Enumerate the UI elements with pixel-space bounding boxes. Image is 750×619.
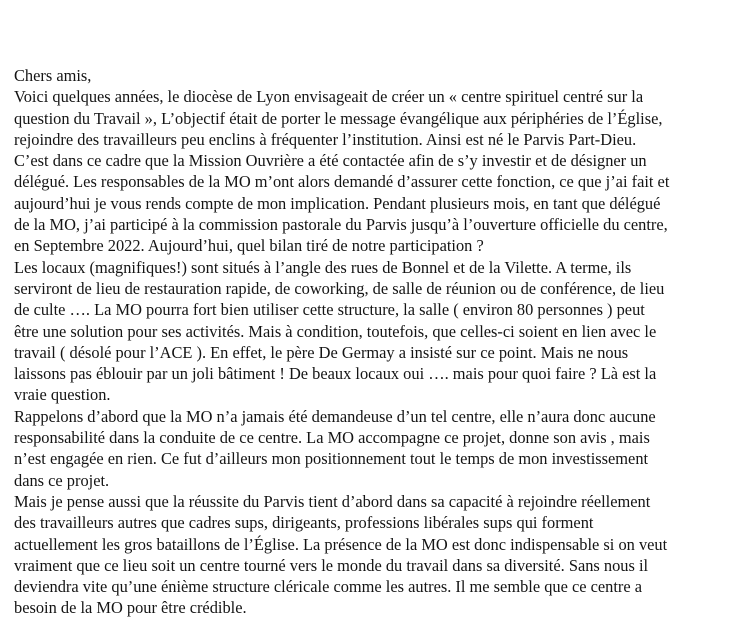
letter-line: rejoindre des travailleurs peu enclins à fréquenter l’institution. Ainsi est né le Parvis Part-Dieu. bbox=[14, 129, 637, 149]
letter-line: besoin de la MO pour être crédible. bbox=[14, 598, 247, 618]
letter-line: de la MO, j’ai participé à la commission pastorale du Parvis jusqu’à l’ouverture officielle du centre, bbox=[14, 215, 668, 235]
letter-line: vraiment que ce lieu soit un centre tourné vers le monde du travail dans sa diversité. Sans nous il bbox=[14, 555, 649, 575]
letter-line: deviendra vite qu’une énième structure cléricale comme les autres. Il me semble que ce centre a bbox=[14, 577, 643, 597]
letter-line: vraie question. bbox=[14, 385, 111, 405]
letter-line: serviront de lieu de restauration rapide, de coworking, de salle de réunion ou de conférence, de lieu bbox=[14, 278, 665, 298]
letter-line: actuellement les gros bataillons de l’Église. La présence de la MO est donc indispensable si on veut bbox=[14, 534, 668, 554]
letter-line: Mais je pense aussi que la réussite du Parvis tient d’abord dans sa capacité à rejoindre réellement bbox=[14, 491, 651, 511]
letter-line: des travailleurs autres que cadres sups, dirigeants, professions libérales sups qui forment bbox=[14, 513, 594, 533]
letter-body bbox=[14, 65, 740, 619]
letter-line: C’est dans ce cadre que la Mission Ouvrière a été contactée afin de s’y investir et de désigner un bbox=[14, 151, 647, 171]
letter-line: en Septembre 2022. Aujourd’hui, quel bilan tiré de notre participation ? bbox=[14, 236, 484, 256]
letter-line: laissons pas éblouir par un joli bâtiment ! De beaux locaux oui …. mais pour quoi faire ? Là est la bbox=[14, 364, 657, 384]
letter-line: aujourd’hui je vous rends compte de mon implication. Pendant plusieurs mois, en tant que délégué bbox=[14, 193, 661, 213]
letter-line: de culte …. La MO pourra fort bien utiliser cette structure, la salle ( environ 80 personnes ) peut bbox=[14, 300, 645, 320]
letter-line: travail ( désolé pour l’ACE ). En effet, le père De Germay a insisté sur ce point. Mais ne nous bbox=[14, 342, 629, 362]
letter-line: être une solution pour ses activités. Mais à condition, toutefois, que celles-ci soient en lien avec le bbox=[14, 321, 657, 341]
letter-line: Les locaux (magnifiques!) sont situés à l’angle des rues de Bonnel et de la Vilette. A terme, ils bbox=[14, 257, 632, 277]
letter-line: dans ce projet. bbox=[14, 470, 110, 490]
letter-line: délégué. Les responsables de la MO m’ont alors demandé d’assurer cette fonction, ce que j’ai fait et bbox=[14, 172, 670, 192]
letter-line: Voici quelques années, le diocèse de Lyon envisageait de créer un « centre spirituel centré sur la bbox=[14, 87, 644, 107]
letter-line: responsabilité dans la conduite de ce centre. La MO accompagne ce projet, donne son avis , mais bbox=[14, 428, 650, 448]
letter-line: question du Travail », L’objectif était de porter le message évangélique aux périphéries de l’Église, bbox=[14, 108, 663, 128]
letter-line: Rappelons d’abord que la MO n’a jamais été demandeuse d’un tel centre, elle n’aura donc aucune bbox=[14, 406, 656, 426]
letter-line: n’est engagée en rien. Ce fut d’ailleurs mon positionnement tout le temps de mon investissement bbox=[14, 449, 649, 469]
letter-greeting: Chers amis, bbox=[14, 66, 92, 85]
